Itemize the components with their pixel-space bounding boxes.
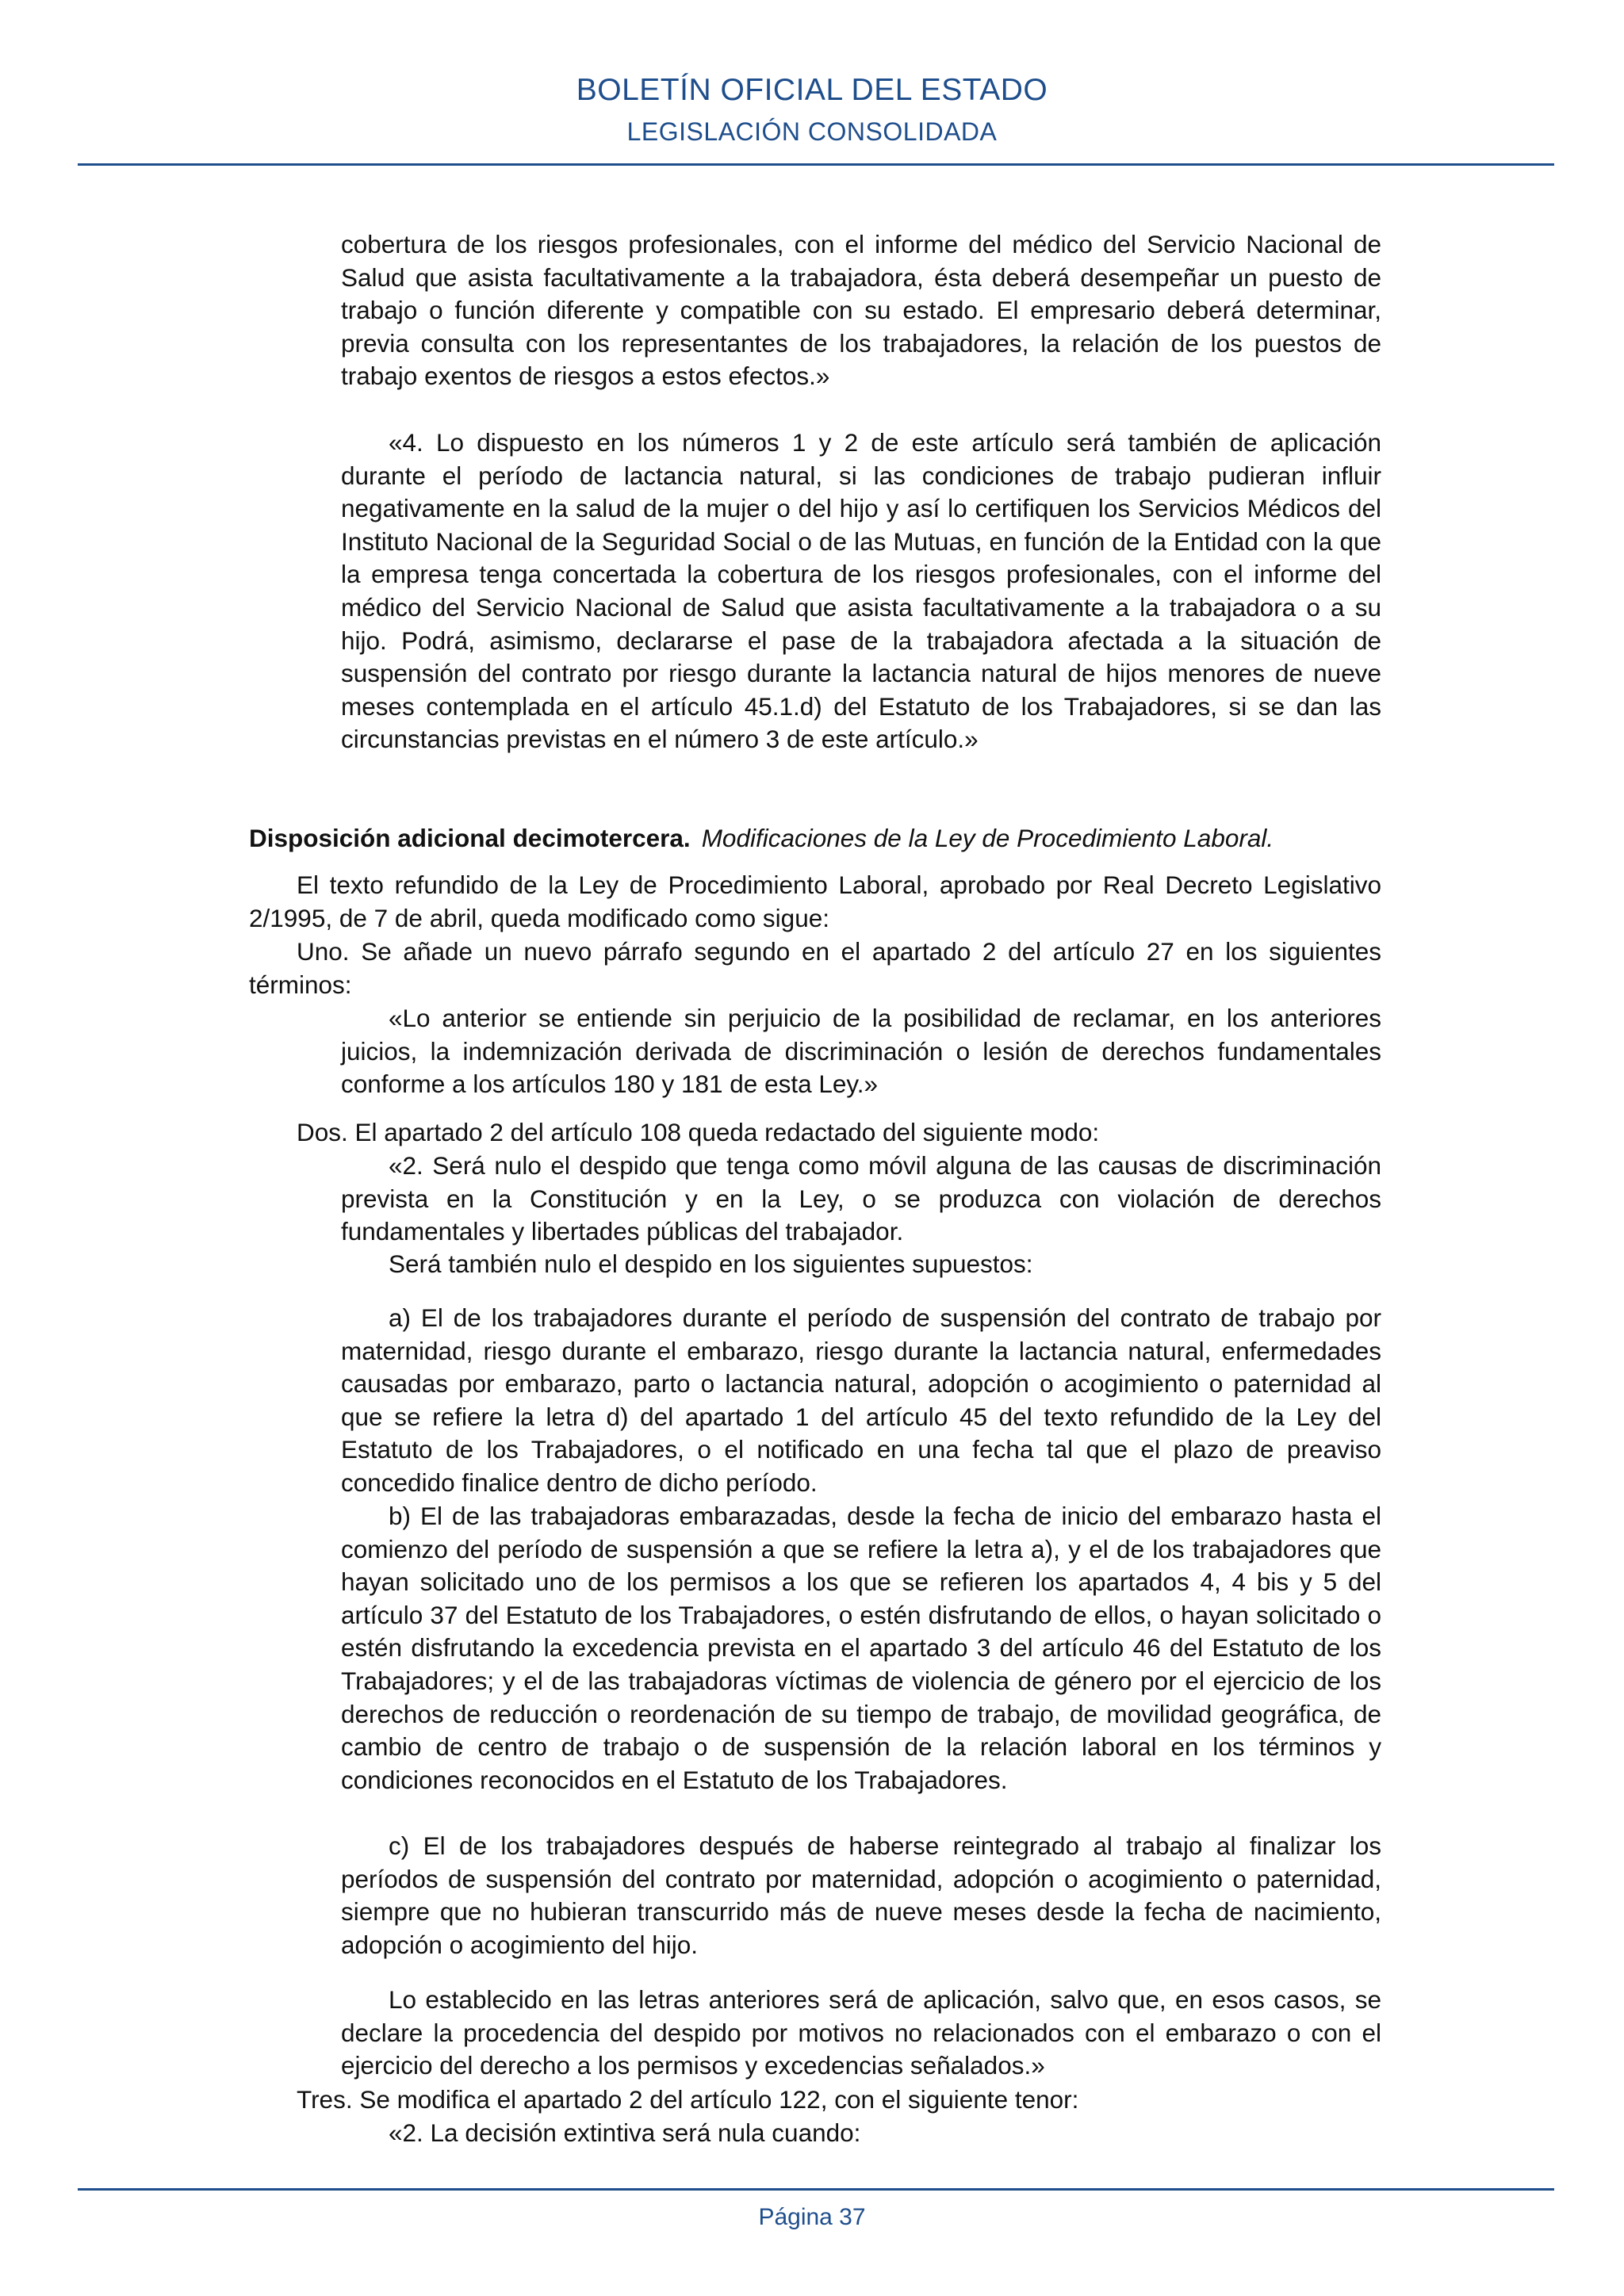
heading-number: Disposición adicional decimotercera. (249, 824, 691, 852)
paragraph-supuestos: Será también nulo el despido en los siguientes supuestos: (389, 1249, 1033, 1278)
heading-title: Modificaciones de la Ley de Procedimiento Laboral. (701, 824, 1274, 852)
paragraph-uno: Uno. Se añade un nuevo párrafo segundo en el apartado 2 del artículo 27 en los siguientes términos: (249, 937, 1381, 999)
paragraph-continuation: cobertura de los riesgos profesionales, con el informe del médico del Servicio Nacional de Salud que asista facultativamente a la trabajadora, ésta deberá desempeñar un puesto de trabajo o función diferente y compatible con su estado. El empresario deberá determinar, previa consulta con los representantes de los trabajadores, la relación de los puestos de trabajo exentos de riesgos a estos efectos.» (341, 230, 1381, 391)
paragraph-quote-108: «2. Será nulo el despido que tenga como móvil alguna de las causas de discriminación prevista en la Constitución y en la Ley, o se produzca con violación de derechos fundamentales y libertades públicas del trabajador. (341, 1151, 1381, 1246)
paragraph-dos: Dos. El apartado 2 del artículo 108 queda redactado del siguiente modo: (297, 1118, 1100, 1146)
paragraph-quote-122: «2. La decisión extintiva será nula cuando: (389, 2118, 861, 2147)
paragraph-tres: Tres. Se modifica el apartado 2 del artículo 122, con el siguiente tenor: (297, 2085, 1079, 2114)
paragraph-article-4: «4. Lo dispuesto en los números 1 y 2 de este artículo será también de aplicación durante el período de lactancia natural, si las condiciones de trabajo pudieran influir negativamente en la salud de la mujer o del hijo y así lo certifiquen los Servicios Médicos del Instituto Nacional de la Seguridad Social o de las Mutuas, en función de la Entidad con la que la empresa tenga concertada la cobertura de los riesgos profesionales, con el informe del médico del Servicio Nacional de Salud que asista facultativamente a la trabajadora o a su hijo. Podrá, asimismo, declararse el pase de la trabajadora afectada a la situación de suspensión del contrato por riesgo durante la lactancia natural de hijos menores de nueve meses contemplada en el artículo 45.1.d) del Estatuto de los Trabajadores, si se dan las circunstancias previstas en el número 3 de este artículo.» (341, 428, 1381, 754)
paragraph-closing: Lo establecido en las letras anteriores será de aplicación, salvo que, en esos casos, se declare la procedencia del despido por motivos no relacionados con el embarazo o con el ejercicio del derecho a los permisos y excedencias señalados.» (341, 1985, 1381, 2080)
publication-title: BOLETÍN OFICIAL DEL ESTADO (576, 73, 1048, 107)
section-heading (249, 821, 1383, 855)
paragraph-quote-27: «Lo anterior se entiende sin perjuicio de la posibilidad de reclamar, en los anteriores juicios, la indemnización derivada de discriminación o lesión de derechos fundamentales conforme a los artículos 180 y 181 de esta Ley.» (341, 1004, 1381, 1099)
paragraph-item-c: c) El de los trabajadores después de haberse reintegrado al trabajo al finalizar los períodos de suspensión del contrato por maternidad, adopción o acogimiento o paternidad, siempre que no hubieran transcurrido más de nueve meses desde la fecha de nacimiento, adopción o acogimiento del hijo. (341, 1831, 1381, 1959)
footer-divider (78, 2188, 1554, 2191)
paragraph-intro: El texto refundido de la Ley de Procedimiento Laboral, aprobado por Real Decreto Legislativo 2/1995, de 7 de abril, queda modificado como sigue: (249, 871, 1381, 932)
paragraph-item-a: a) El de los trabajadores durante el período de suspensión del contrato de trabajo por maternidad, riesgo durante el embarazo, riesgo durante la lactancia natural, enfermedades causadas por embarazo, parto o lactancia natural, adopción o acogimiento o paternidad al que se refiere la letra d) del apartado 1 del artículo 45 del texto refundido de la Ley del Estatuto de los Trabajadores, o el notificado en una fecha tal que el plazo de preaviso concedido finalice dentro de dicho período. (341, 1303, 1381, 1497)
publication-subtitle: LEGISLACIÓN CONSOLIDADA (626, 117, 998, 146)
page-number: Página 37 (758, 2204, 866, 2230)
header-divider (78, 163, 1554, 166)
paragraph-item-b: b) El de las trabajadoras embarazadas, desde la fecha de inicio del embarazo hasta el comienzo del período de suspensión a que se refiere la letra a), y el de los trabajadores que hayan solicitado uno de los permisos a los que se refieren los apartados 4, 4 bis y 5 del artículo 37 del Estatuto de los Trabajadores, o estén disfrutando de ellos, o hayan solicitado o estén disfrutando la excedencia prevista en el apartado 3 del artículo 46 del Estatuto de los Trabajadores; y el de las trabajadoras víctimas de violencia de género por el ejercicio de los derechos de reducción o reordenación de su tiempo de trabajo, de movilidad geográfica, de cambio de centro de trabajo o de suspensión de la relación laboral en los términos y condiciones reconocidos en el Estatuto de los Trabajadores. (341, 1502, 1381, 1794)
